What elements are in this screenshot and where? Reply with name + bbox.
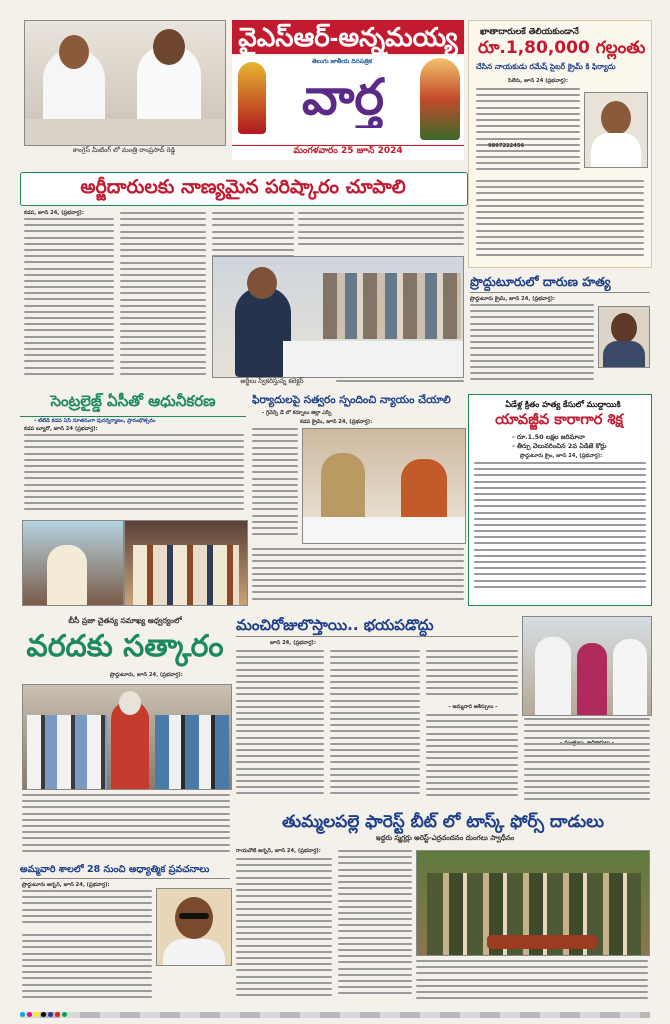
color-dot (62, 1012, 67, 1017)
person-head-right (153, 29, 185, 65)
reassure-subhead-1: - అమ్మవారి ఆశీస్సులు - (448, 704, 498, 710)
felicitation-kicker: బీసీ ప్రజా చైతన్య సమాఖ్య ఆధ్వర్యంలో (68, 616, 182, 625)
top-photo-caption: కాంగ్రెస్ మీటింగ్ లో మంత్రి రాంప్రసాద్ రెడ్డి (72, 146, 176, 154)
school-rule (20, 878, 230, 879)
forest-dateline: రాయచోటి అర్బన్, జూన్ 24, (ప్రభవార్త): (236, 848, 321, 854)
fraud-body-lower (476, 180, 644, 262)
school-body-bottom (22, 934, 152, 1006)
sentence-headline: యావజ్జీవ కారాగార శిక్ష (495, 412, 623, 428)
color-dot (55, 1012, 60, 1017)
officer-head (247, 267, 277, 299)
felicitation-photo (22, 684, 232, 790)
reassure-dateline: జూన్ 24, (ప్రభవార్త): (270, 640, 316, 646)
fraud-dateline: పీలేరు, జూన్ 24 (ప్రభవార్త): (508, 78, 569, 84)
forest-body-col2 (338, 850, 412, 1008)
sentence-kicker: ఏడేళ్ల క్రితం హత్య కేసులో ముద్దాయికి (505, 400, 621, 409)
top-photo (24, 20, 226, 146)
main-headline: అర్జీదారులకు నాణ్యమైన పరిష్కారం చూపాలి (80, 176, 406, 198)
color-dot (34, 1012, 39, 1017)
forest-photo (416, 850, 650, 956)
masthead-brand: వార్త (301, 68, 385, 126)
fraud-subhead: చేసిన నాయకుడు రమేష్ సైబర్ క్రైమ్ కి ఫిర్యాదు (476, 62, 616, 71)
police-desk (303, 517, 465, 543)
color-dot (27, 1012, 32, 1017)
forest-body-bottom (416, 960, 648, 1008)
school-speaker-photo (156, 888, 232, 966)
reassure-rule (236, 636, 518, 637)
sentence-dateline: ప్రొద్దుటూరు క్రైం, జూన్ 24, (ప్రభవార్త): (520, 453, 603, 459)
central-photo-right (124, 520, 248, 606)
main-body-col1 (24, 218, 114, 386)
police-body-bottom (252, 548, 464, 604)
murder-rule (470, 292, 650, 293)
main-dateline: కడప, జూన్ 24, (ప్రభవార్త): (24, 210, 84, 216)
felicitation-dateline: ప్రొద్దుటూరు, జూన్ 24, (ప్రభవార్త): (110, 672, 183, 678)
main-body-col4 (298, 212, 464, 252)
fraud-person-head (601, 101, 631, 135)
color-dot (48, 1012, 53, 1017)
fraud-phone: 9897222456 (488, 143, 525, 149)
table (25, 119, 225, 145)
minister-figure (535, 637, 571, 715)
victim-head (611, 313, 637, 343)
police-body-left (252, 428, 298, 544)
reassure-body-col1 (236, 650, 324, 808)
police-subhead: - గ్రీవెన్స్ డే లో కర్నూలు జిల్లా ఎస్పీ (262, 410, 332, 416)
forest-headline: తుమ్మలపల్లె ఫారెస్ట్ బీట్ లో టాస్క్ ఫోర్స్ దాడులు (281, 812, 605, 832)
murder-headline: ప్రొద్దుటూరులో దారుణ హత్య (470, 274, 611, 289)
fraud-body-upper (476, 88, 580, 176)
priest-figure (47, 545, 87, 605)
school-headline: అమ్మవారి శాలలో 28 నుంచి అధ్యాత్మిక ప్రవచనాలు (20, 864, 210, 875)
felicitation-body (22, 794, 230, 858)
sentence-bullet-2: - తీర్పు వెలువరించిన 2వ ఏడీజే కోర్టు (512, 443, 607, 450)
felicitation-headline: వరదకు సత్కారం (26, 629, 224, 664)
man-figure (613, 639, 647, 715)
victim-shirt (603, 341, 645, 367)
fraud-headline: రూ.1,80,000 గల్లంతు (478, 38, 646, 58)
deity-icon (238, 62, 266, 134)
central-body (24, 434, 244, 516)
color-calibration-dots (20, 1012, 67, 1017)
print-registration-bar (20, 1012, 650, 1018)
color-dot (41, 1012, 46, 1017)
main-story-photo (212, 256, 464, 378)
speaker-shirt (163, 939, 225, 965)
masthead-logo (232, 56, 464, 144)
saint-icon (420, 58, 460, 140)
forest-subhead: ఇద్దరు స్మగ్లర్లు అరెస్ట్-ఎర్రచందనం దుంగలు స్వాధీనం (375, 834, 515, 842)
main-body-col5 (336, 380, 464, 388)
main-body-col2 (120, 212, 206, 386)
reassure-body-col3 (426, 650, 518, 702)
reassure-photo (522, 616, 652, 716)
masthead-tagline: తెలుగు జాతీయ దినపత్రిక (312, 58, 372, 65)
fraud-person-shirt (591, 133, 641, 167)
reassure-body-col3b (426, 714, 518, 808)
ceremony-group (133, 545, 239, 605)
police-photo (302, 428, 466, 544)
police-officer (321, 453, 365, 527)
central-headline: సెంట్రలైజ్డ్ ఏసీతో ఆధునీకరణ (50, 392, 216, 410)
person-head-left (59, 35, 89, 69)
color-dot (20, 1012, 25, 1017)
murder-victim-photo (598, 306, 650, 368)
masthead-date: మంగళవారం 25 జూన్ 2024 (293, 146, 403, 156)
sentence-bullet-1: - రూ.1.50 లక్షల జరిమానా (512, 434, 585, 441)
guest-group (27, 715, 107, 789)
woman-figure (577, 643, 607, 715)
police-dateline: కడప క్రైమ్, జూన్ 24, (ప్రభవార్త): (300, 419, 373, 425)
school-dateline: ప్రొద్దుటూరు అర్బన్, జూన్ 24, (ప్రభవార్త): (22, 882, 110, 888)
sentence-body (474, 462, 646, 600)
honoree-head (119, 691, 141, 715)
masthead-title: వైఎస్ఆర్-అన్నమయ్య (238, 22, 458, 52)
fraud-person-photo (584, 92, 648, 168)
central-photo-left (22, 520, 124, 606)
reassure-headline: మంచిరోజులొస్తాయి.. భయపడొద్దు (236, 616, 434, 634)
red-sandalwood-logs (487, 935, 597, 949)
fraud-kicker: ఖాతాదారులకే తెలియకుండానే (480, 27, 579, 37)
central-subhead: - టీటీడీ కడప ఏసీ నూతనంగా పునర్నిర్మాణం, ప్రారంభోత్సవం (34, 418, 156, 424)
desk (283, 341, 463, 377)
crowd (323, 273, 461, 339)
police-headline: ఫిర్యాదులపై సత్వరం స్పందించి న్యాయం చేయాలి (252, 394, 451, 406)
forest-body-col1 (236, 858, 332, 1008)
guest-group-right (155, 715, 229, 789)
school-body-top (22, 890, 152, 930)
reassure-body-col4 (524, 718, 650, 808)
reassure-body-col2 (330, 650, 420, 808)
murder-dateline: ప్రొద్దుటూరు క్రైమ్, జూన్ 24, (ప్రభవార్త): (470, 296, 556, 302)
speaker-glasses (179, 913, 209, 919)
central-dateline: కడప బ్యూరో, జూన్ 24 (ప్రభవార్త): (24, 426, 98, 432)
murder-body (470, 304, 594, 390)
main-photo-caption: అర్జీలు స్వీకరిస్తున్న కలెక్టర్ (240, 377, 304, 385)
